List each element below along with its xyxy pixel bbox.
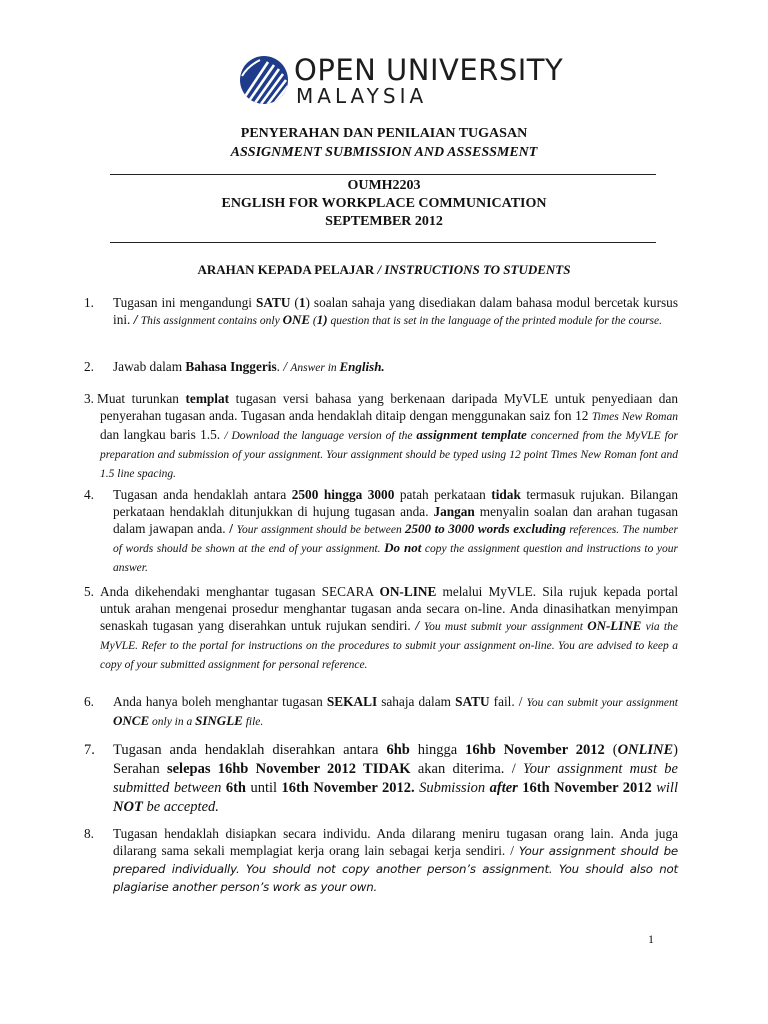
semester: SEPTEMBER 2012	[325, 214, 443, 229]
instruction-item: 1. Tugasan ini mengandungi SATU (1) soalan sahaja yang disediakan dalam bahasa modul bercetak kursus ini. / This assignment contains only ONE (1) question that is set in the language of the printed module for the course.	[84, 295, 678, 327]
logo-text-line2: MALAYSIA	[296, 84, 428, 108]
logo-text-line1: OPEN UNIVERSITY	[294, 53, 564, 87]
page-number: 1	[648, 932, 654, 946]
divider-top	[110, 174, 656, 175]
instruction-item: 6. Anda hanya boleh menghantar tugasan SEKALI sahaja dalam SATU fail. / You can submit your assignment ONCE only in a SINGLE file.	[84, 694, 678, 728]
oum-logo	[238, 53, 564, 112]
instruction-item: 2. Jawab dalam Bahasa Inggeris. / Answer in English.	[84, 359, 385, 374]
title-malay: PENYERAHAN DAN PENILAIAN TUGASAN	[240, 126, 528, 141]
instruction-item: 7. Tugasan anda hendaklah diserahkan antara 6hb hingga 16hb November 2012 (ONLINE) Serahan selepas 16hb November 2012 TIDAK akan diterima. / Your assignment must be submitted between 6th until 16th November 2012. Submission after 16th November 2012 will NOT be accepted.	[84, 742, 679, 815]
instructions-heading: ARAHAN KEPADA PELAJAR / INSTRUCTIONS TO STUDENTS	[197, 262, 571, 277]
divider-bottom	[110, 242, 656, 243]
course-code: OUMH2203	[347, 178, 421, 193]
instruction-item: 8. Tugasan hendaklah disiapkan secara individu. Anda dilarang meniru tugasan orang lain. Anda juga dilarang sama sekali memplagiat kerja orang lain sebagai kerja sendiri. / Your assignment should be prepared individually. You should not copy another person’s assignment. You should also not plagiarise another person’s work as your own.	[84, 826, 678, 894]
title-english: ASSIGNMENT SUBMISSION AND ASSESSMENT	[230, 145, 538, 160]
course-name: ENGLISH FOR WORKPLACE COMMUNICATION	[221, 196, 547, 211]
oum-globe-icon	[238, 54, 290, 106]
instruction-item: 3. Muat turunkan templat tugasan versi bahasa yang berkenaan daripada MyVLE untuk penyediaan dan penyerahan tugasan anda. Tugasan anda hendaklah ditaip dengan menggunakan saiz fon 12 Times New Roman dan langkau baris 1.5. / Download the language version of the assignment template concerned from the MyVLE for preparation and submission of your assignment. Your assignment should be typed using 12 point Times New Roman font and 1.5 line spacing.	[84, 391, 679, 480]
instruction-item: 4. Tugasan anda hendaklah antara 2500 hingga 3000 patah perkataan tidak termasuk rujukan. Bilangan perkataan hendaklah ditunjukkan di hujung tugasan anda. Jangan menyalin soalan dan arahan tugasan dalam jawapan anda. / Your assignment should be between 2500 to 3000 words excluding references. The number of words should be shown at the end of your assignment. Do not copy the assignment question and instructions to your answer.	[84, 487, 678, 574]
instruction-item: 5. Anda dikehendaki menghantar tugasan SECARA ON-LINE melalui MyVLE. Sila rujuk kepada portal untuk arahan mengenai prosedur menghantar tugasan anda secara on-line. Anda dinasihatkan menyimpan senaskah tugasan yang diserahkan untuk rujukan sendiri. / You must submit your assignment ON-LINE via the MyVLE. Refer to the portal for instructions on the procedures to submit your assignment on-line. You are advised to keep a copy of your submitted assignment for personal reference.	[84, 584, 679, 671]
